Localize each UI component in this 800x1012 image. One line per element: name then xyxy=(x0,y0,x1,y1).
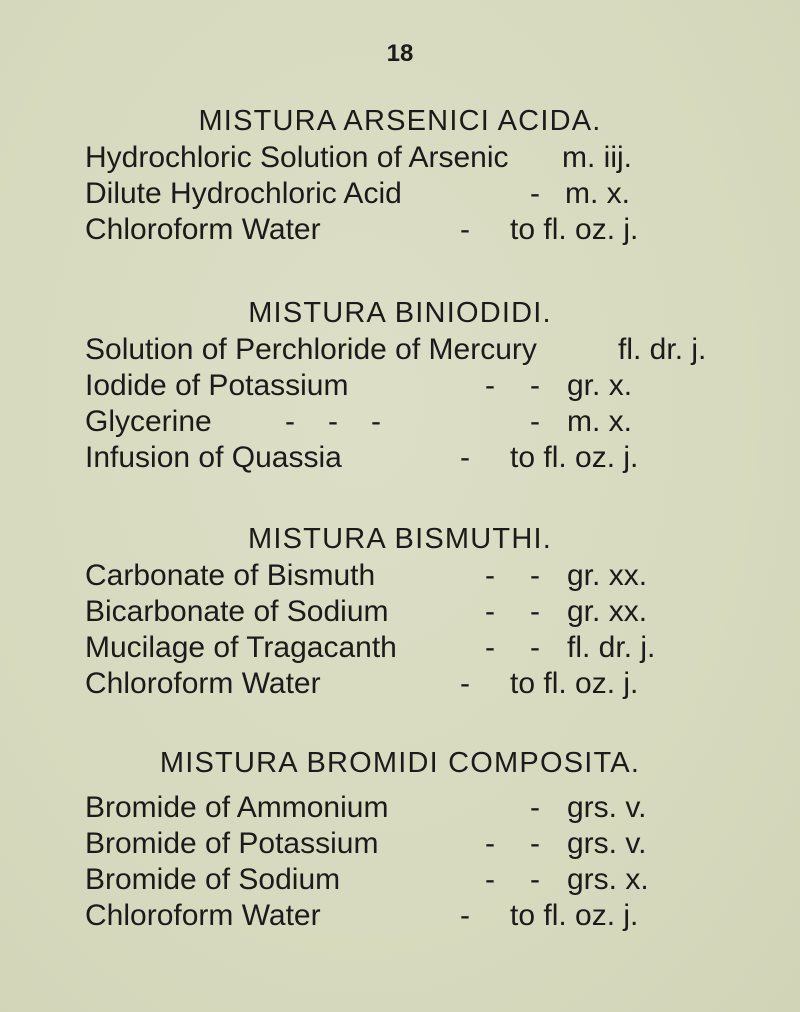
ingredient-name: Hydrochloric Solution of Arsenic xyxy=(85,141,509,174)
ingredient-quantity: to fl. oz. j. xyxy=(510,441,639,474)
ingredient-name: Iodide of Potassium xyxy=(85,369,349,402)
leader-dash: - xyxy=(460,899,470,932)
leader-dash: - xyxy=(530,405,540,438)
leader-dash: - xyxy=(530,631,540,664)
ingredient-quantity: grs. v. xyxy=(567,827,647,860)
leader-dash: - xyxy=(485,559,495,592)
ingredient-name: Bromide of Sodium xyxy=(85,863,341,896)
leader-dash: - xyxy=(460,441,470,474)
recipe-title: MISTURA BINIODIDI. xyxy=(248,297,552,329)
ingredient-name: Infusion of Quassia xyxy=(85,441,342,474)
leader-dash: - xyxy=(530,177,540,210)
ingredient-quantity: grs. v. xyxy=(567,791,647,824)
leader-dash: - - - xyxy=(285,405,383,438)
leader-dash: - xyxy=(530,559,540,592)
leader-dash: - xyxy=(485,863,495,896)
ingredient-name: Carbonate of Bismuth xyxy=(85,559,376,592)
ingredient-quantity: gr. xx. xyxy=(567,595,648,628)
recipe-title: MISTURA ARSENICI ACIDA. xyxy=(198,105,602,137)
ingredient-name: Glycerine xyxy=(85,405,212,438)
ingredient-quantity: m. iij. xyxy=(562,141,632,174)
ingredient-name: Dilute Hydrochloric Acid xyxy=(85,177,402,210)
ingredient-quantity: to fl. oz. j. xyxy=(510,899,639,932)
ingredient-quantity: grs. x. xyxy=(567,863,649,896)
ingredient-name: Bromide of Potassium xyxy=(85,827,379,860)
ingredient-quantity: gr. x. xyxy=(567,369,633,402)
ingredient-quantity: m. x. xyxy=(565,177,630,210)
ingredient-quantity: to fl. oz. j. xyxy=(510,667,639,700)
ingredient-quantity: fl. dr. j. xyxy=(618,333,707,366)
leader-dash: - xyxy=(530,595,540,628)
ingredient-quantity: to fl. oz. j. xyxy=(510,213,639,246)
leader-dash: - xyxy=(530,827,540,860)
recipe-title: MISTURA BISMUTHI. xyxy=(248,523,552,555)
leader-dash: - xyxy=(530,791,540,824)
ingredient-name: Mucilage of Tragacanth xyxy=(85,631,397,664)
ingredient-name: Solution of Perchloride of Mercury xyxy=(85,333,537,366)
recipe-title: MISTURA BROMIDI COMPOSITA. xyxy=(159,747,641,779)
ingredient-quantity: gr. xx. xyxy=(567,559,648,592)
page-number: 18 xyxy=(386,40,414,67)
ingredient-name: Bromide of Ammonium xyxy=(85,791,389,824)
leader-dash: - xyxy=(530,863,540,896)
ingredient-name: Bicarbonate of Sodium xyxy=(85,595,389,628)
leader-dash: - xyxy=(485,369,495,402)
ingredient-name: Chloroform Water xyxy=(85,213,321,246)
leader-dash: - xyxy=(460,667,470,700)
ingredient-quantity: fl. dr. j. xyxy=(567,631,656,664)
leader-dash: - xyxy=(485,631,495,664)
leader-dash: - xyxy=(530,369,540,402)
ingredient-name: Chloroform Water xyxy=(85,899,321,932)
ingredient-name: Chloroform Water xyxy=(85,667,321,700)
leader-dash: - xyxy=(460,213,470,246)
ingredient-quantity: m. x. xyxy=(567,405,632,438)
leader-dash: - xyxy=(485,827,495,860)
leader-dash: - xyxy=(485,595,495,628)
